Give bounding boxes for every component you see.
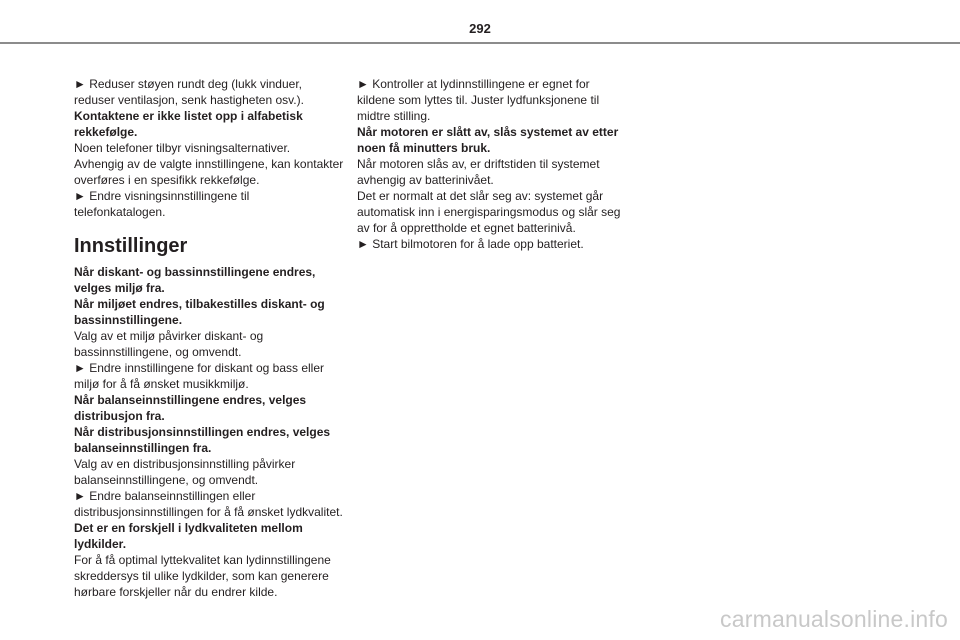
instruction-check-audio-settings: ► Kontroller at lydinnstillingene er egnet for kildene som lyttes til. Juster lydfunksjonene til midtre stilling. bbox=[357, 77, 600, 123]
note-contacts-not-alphabetical: Kontaktene er ikke listet opp i alfabetisk rekkefølge. bbox=[74, 109, 303, 139]
text-optimal-listening: For å få optimal lyttekvalitet kan lydinnstillingene skreddersys til ulike lydkilder, som kan generere hørbare forskjeller når du endrer kilde. bbox=[74, 553, 331, 599]
note-sound-quality-difference: Det er en forskjell i lydkvaliteten mellom lydkilder. bbox=[74, 521, 303, 551]
note-system-shutdown: Når motoren er slått av, slås systemet av etter noen få minutters bruk. bbox=[357, 125, 619, 155]
header-divider bbox=[0, 42, 960, 44]
right-column bbox=[357, 76, 627, 252]
instruction-start-engine: ► Start bilmotoren for å lade opp batteriet. bbox=[357, 237, 584, 251]
note-environment-change: Når miljøet endres, tilbakestilles diskant- og bassinnstillingene. bbox=[74, 297, 325, 327]
instruction-change-display-settings: ► Endre visningsinnstillingene til telefonkatalogen. bbox=[74, 189, 250, 219]
watermark: carmanualsonline.info bbox=[720, 606, 948, 632]
note-balance-change: Når balanseinnstillingene endres, velges distribusjon fra. bbox=[74, 393, 307, 423]
section-heading-settings: Innstillinger bbox=[74, 235, 188, 257]
text-phone-display-options: Noen telefoner tilbyr visningsalternativer. bbox=[74, 141, 291, 155]
text-contacts-order: Avhengig av de valgte innstillingene, kan kontakter overføres i en spesifikk rekkefølge. bbox=[74, 157, 344, 187]
note-distribution-change: Når distribusjonsinnstillingen endres, velges balanseinnstillingen fra. bbox=[74, 425, 331, 455]
left-column bbox=[74, 76, 344, 600]
page-number: 292 bbox=[469, 21, 491, 36]
instruction-change-balance: ► Endre balanseinnstillingen eller distribusjonsinnstillingen for å få ønsket lydkvalitet. bbox=[74, 489, 343, 519]
instruction-change-treble-bass: ► Endre innstillingene for diskant og bass eller miljø for å få ønsket musikkmiljø. bbox=[74, 361, 325, 391]
text-distribution-affects: Valg av en distribusjonsinnstilling påvirker balanseinnstillingene, og omvendt. bbox=[74, 457, 296, 487]
text-energy-saving: Det er normalt at det slår seg av: systemet går automatisk inn i energisparingsmodus og slår seg av for å opprettholde et egnet batterinivå. bbox=[357, 189, 621, 235]
text-operating-time: Når motoren slås av, er driftstiden til systemet avhengig av batterinivået. bbox=[357, 157, 600, 187]
instruction-reduce-noise: ► Reduser støyen rundt deg (lukk vinduer, reduser ventilasjon, senk hastigheten osv.). bbox=[74, 77, 304, 107]
note-treble-bass-change: Når diskant- og bassinnstillingene endres, velges miljø fra. bbox=[74, 265, 316, 295]
text-environment-affects: Valg av et miljø påvirker diskant- og bassinnstillingene, og omvendt. bbox=[74, 329, 264, 359]
